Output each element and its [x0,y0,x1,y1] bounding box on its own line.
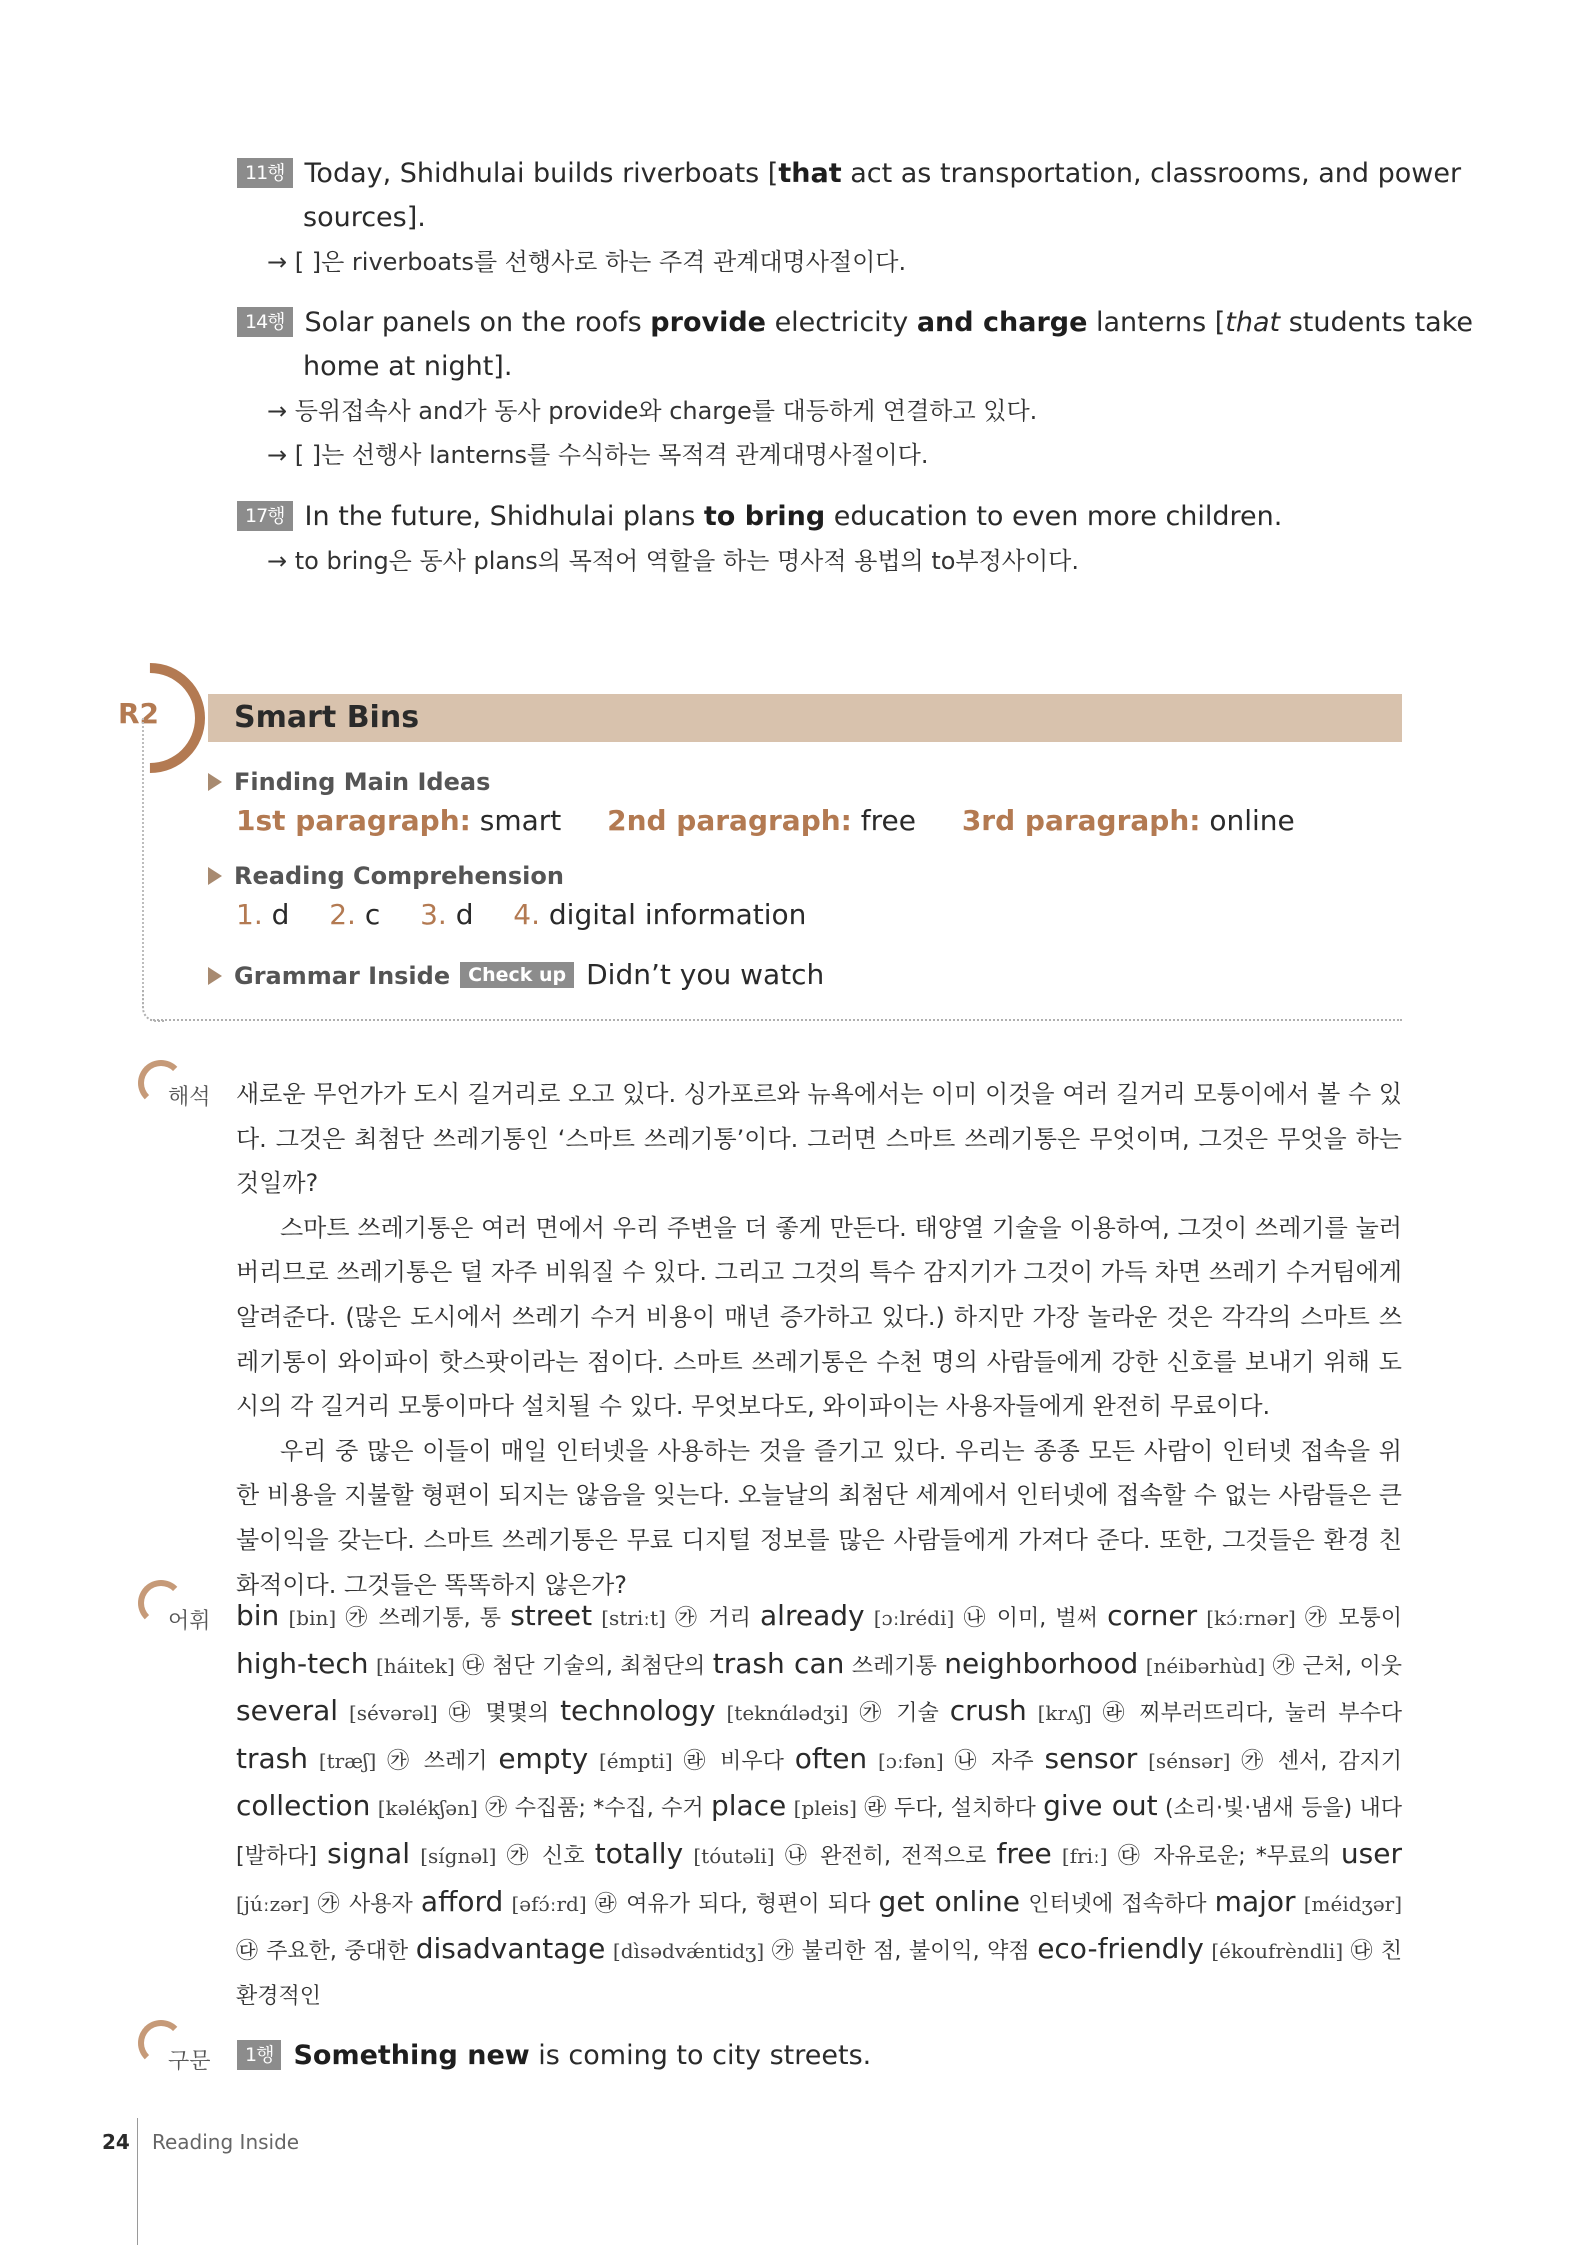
answer-value: c [364,898,381,931]
comprehension-heading: Reading Comprehension [208,862,564,890]
vocab-phonetic: [háitek] [375,1653,455,1678]
section-label: R2 [118,697,160,730]
vocab-phonetic: [tóutəli] [693,1843,775,1868]
structure-bold: Something new [293,2040,530,2071]
structure-text: is coming to city streets. [529,2040,872,2071]
answer-value: digital information [548,898,807,931]
translation-paragraph: 새로운 무언가가 도시 길거리로 오고 있다. 싱가포르와 뉴욕에서는 이미 이것을 여러 길거리 모퉁이에서 볼 수 있다. 그것은 최첨단 쓰레기통인 ‘스마트 쓰레기통’이다. 그러면 스마트 쓰레기통은 무엇이며, 그것은 무엇을 하는 것일까? [236,1080,1402,1198]
vocab-phonetic: [ékoufrèndli] [1211,1939,1344,1964]
vocab-entry [794,1741,1034,1775]
structure-label: 구문 [168,2049,211,2074]
vocab-meaning: ㉰ 첨단 기술의, 최첨단의 [462,1653,706,1679]
vocab-meaning: ㉮ 센서, 감지기 [1241,1748,1402,1774]
vocab-word: place [710,1789,787,1823]
answer-label: 3rd paragraph [961,804,1190,837]
vocab-word: technology [560,1694,716,1728]
vocab-meaning: ㉯ 완전히, 전적으로 [784,1843,987,1869]
vocab-phonetic: [dìsədvǽntidʒ] [612,1939,765,1964]
vocab-word: signal [327,1836,410,1870]
translation-paragraph: 우리 중 많은 이들이 매일 인터넷을 사용하는 것을 즐기고 있다. 우리는 종종 모든 사람이 인터넷 접속을 위한 비용을 지불할 형편이 되지는 않음을 잊는다. 오늘날의 최첨단 세계에서 인터넷에 접속할 수 없는 사람들은 큰 불이익을 갖는다. 스마트 쓰레기통은 무료 디지털 정보를 많은 사람들에게 가져다 준다. 또한, 그것들은 환경 친화적이다. 그것들은 똑똑하지 않은가? [236,1436,1402,1599]
triangle-bullet-icon [208,867,222,885]
footer-divider [137,2118,138,2245]
vocab-phonetic: [émpti] [598,1748,673,1773]
note-bold: that [778,158,842,189]
note-line2: home at night]. [303,351,513,382]
note-line2: sources]. [303,202,426,233]
vocab-word: empty [498,1741,589,1775]
vocab-meaning: ㉮ 모퉁이 [1304,1606,1402,1631]
dotted-bottom-border [150,1019,1402,1021]
vocab-word: high-tech [236,1646,369,1680]
note-arrow: → to bring은 동사 plans의 목적어 역할을 하는 명사적 용법의 to부정사이다. [267,547,1079,575]
vocab-meaning: ㉮ 근처, 이웃 [1272,1653,1402,1679]
vocabulary-list [236,1594,1402,2019]
vocab-word: street [510,1599,593,1632]
vocab-word: disadvantage [415,1932,606,1966]
vocab-phonetic: [méidʒər] [1303,1891,1403,1916]
note-italic: that [1225,307,1281,338]
note-text: Solar panels on the roofs [304,307,651,338]
vocab-word: major [1214,1884,1296,1918]
vocab-word: several [236,1694,339,1728]
vocab-meaning: (소리·빛·냄새 등을) 내다[발하다] [236,1796,1403,1869]
answer-value: online [1209,804,1295,837]
syntax-note-11 [237,152,1462,284]
vocab-meaning: ㉯ 이미, 벌써 [963,1606,1098,1631]
vocab-meaning: ㉰ 자유로운; *무료의 [1117,1843,1331,1869]
comprehension-answers [236,898,806,931]
vocab-word: afford [420,1884,504,1918]
note-text: education to even more children. [825,501,1283,532]
vocab-word: give out [1043,1789,1158,1823]
answer-value: d [271,898,290,931]
main-ideas-answers: 1st paragraph: smart 2nd paragraph: free 3rd paragraph: online [236,804,1295,837]
vocab-phonetic: [friː] [1061,1843,1108,1868]
answer-label: 2nd paragraph [607,804,841,837]
vocab-meaning: ㉮ 신호 [506,1843,585,1869]
note-text: In the future, Shidhulai plans [304,501,704,532]
vocab-word: user [1340,1836,1402,1870]
vocab-entry [594,1836,987,1870]
answer-number: 1. [236,898,263,931]
vocab-phonetic: [néibərhùd] [1145,1653,1266,1678]
vocab-meaning: ㉰ 몇몇의 [448,1701,550,1727]
note-arrow: → [ ]는 선행사 lanterns를 수식하는 목적격 관계대명사절이다. [267,441,929,469]
vocab-word: get online [878,1884,1021,1918]
vocab-meaning: ㉮ 거리 [675,1606,751,1631]
vocab-entry [415,1932,1030,1966]
vocab-phonetic: [bin] [288,1606,337,1630]
vocab-phonetic: [əfɔ́ːrd] [511,1891,587,1916]
vocab-entry [420,1884,871,1918]
vocab-meaning: ㉮ 불리한 점, 불이익, 약점 [771,1939,1030,1965]
line-badge: 17행 [237,501,293,531]
vocab-phonetic: [sénsər] [1148,1748,1231,1773]
note-arrow: → 등위접속사 and가 동사 provide와 charge를 대등하게 연결하고 있다. [267,397,1038,425]
vocab-meaning: ㉮ 쓰레기통, 통 [345,1606,502,1631]
vocab-entry [1044,1741,1402,1775]
vocab-phonetic: [træʃ] [318,1748,377,1773]
vocab-meaning: ㉯ 자주 [954,1748,1034,1774]
vocab-word: free [996,1836,1052,1870]
main-ideas-heading: Finding Main Ideas [208,768,490,796]
vocab-word: trash [236,1741,308,1775]
triangle-bullet-icon [208,967,222,985]
vocab-word: corner [1107,1599,1198,1632]
vocab-entry [236,1599,502,1632]
dotted-corner [142,990,164,1022]
translation-paragraph: 스마트 쓰레기통은 여러 면에서 우리 주변을 더 좋게 만든다. 태양열 기술을 이용하여, 그것이 쓰레기를 눌러버리므로 쓰레기통은 덜 자주 비워질 수 있다. 그리고 그것의 특수 감지기가 그것이 가득 차면 쓰레기 수거팀에게 알려준다. (많은 도시에서 쓰레기 수거 비용이 매년 증가하고 있다.) 하지만 가장 놀라운 것은 각각의 스마트 쓰레기통이 와이파이 핫스팟이라는 점이다. 스마트 쓰레기통은 수천 명의 사람들에게 강한 신호를 보내기 위해 도시의 각 길거리 모퉁이마다 설치될 수 있다. 무엇보다도, 와이파이는 사용자들에게 완전히 무료이다. [236,1213,1402,1421]
note-bold: provide [650,307,766,338]
vocab-entry [944,1646,1402,1680]
answer-number: 2. [329,898,356,931]
vocab-phonetic: [ɔːlrédi] [873,1606,955,1630]
vocab-phonetic: [ɔːfən] [878,1748,944,1773]
structure-sentence [237,2034,871,2078]
vocab-meaning: ㉮ 수집품; *수집, 수거 [485,1796,704,1822]
grammar-heading: Grammar Inside Check up Didn’t you watch [208,958,824,991]
vocab-entry [878,1884,1207,1918]
vocab-word: totally [594,1836,684,1870]
vocab-word: sensor [1044,1741,1138,1775]
vocab-entry [327,1836,585,1870]
dotted-side-border [142,718,146,1008]
vocab-entry [236,1646,706,1680]
answer-value: free [860,804,916,837]
vocab-phonetic: [sígnəl] [420,1843,497,1868]
vocab-phonetic: [teknɑ́lədʒi] [726,1701,849,1726]
vocab-entry [996,1836,1331,1870]
vocab-entry [236,1789,704,1823]
note-text: students take [1280,307,1473,338]
vocab-word: often [794,1741,868,1775]
checkup-badge: Check up [460,962,574,988]
vocab-meaning: ㉮ 사용자 [317,1891,413,1917]
book-title: Reading Inside [152,2130,300,2154]
vocab-word: collection [236,1789,371,1823]
vocab-entry [236,1741,488,1775]
vocab-entry [236,1694,550,1728]
vocab-entry [712,1646,937,1680]
vocab-meaning: 인터넷에 접속하다 [1028,1891,1207,1917]
line-badge: 1행 [237,2040,281,2070]
vocab-entry [949,1694,1403,1728]
vocab-entry [760,1599,1098,1632]
answer-number: 3. [420,898,447,931]
syntax-note-14 [237,301,1473,477]
vocab-entry [498,1741,784,1775]
note-text: act as transportation, classrooms, and power [841,158,1462,189]
note-bold: and charge [916,307,1088,338]
vocab-meaning: ㉮ 기술 [859,1701,939,1727]
vocab-meaning: ㉮ 쓰레기 [387,1748,488,1774]
vocab-phonetic: [striːt] [601,1606,666,1630]
vocab-word: already [760,1599,865,1632]
answer-value: smart [479,804,562,837]
vocab-meaning: ㉱ 비우다 [683,1748,784,1774]
vocab-phonetic: [júːzər] [236,1891,310,1916]
syntax-note-17 [237,495,1402,583]
note-text: electricity [765,307,917,338]
vocab-phonetic: [kəlékʃən] [377,1796,478,1821]
vocabulary-label: 어휘 [168,1609,211,1634]
vocab-phonetic: [kɔ́ːrnər] [1206,1606,1296,1630]
line-badge: 14행 [237,307,293,337]
vocab-entry [510,1599,751,1632]
vocab-meaning: ㉱ 여유가 되다, 형편이 되다 [594,1891,871,1917]
vocab-word: bin [236,1599,280,1632]
vocab-word: trash can [712,1646,845,1680]
section-title: Smart Bins [234,700,420,735]
vocab-entry [710,1789,1036,1823]
note-arrow: → [ ]은 riverboats를 선행사로 하는 주격 관계대명사절이다. [267,248,907,276]
grammar-answer: Didn’t you watch [586,958,825,991]
vocab-phonetic: [sévərəl] [348,1701,438,1726]
triangle-bullet-icon [208,773,222,791]
vocab-phonetic: [krʌʃ] [1037,1701,1092,1726]
vocab-meaning: ㉰ 주요한, 중대한 [236,1939,409,1965]
line-badge: 11행 [237,158,293,188]
vocab-meaning: ㉰ 친환경적인 [236,1939,1403,2009]
vocab-meaning: 쓰레기통 [851,1653,937,1679]
vocab-word: crush [949,1694,1027,1728]
vocab-entry [560,1694,939,1728]
translation-label: 해석 [168,1085,211,1110]
vocab-word: eco-friendly [1037,1932,1204,1966]
vocab-meaning: ㉱ 두다, 설치하다 [864,1796,1036,1822]
vocab-entry [1107,1599,1402,1632]
answer-value: d [455,898,474,931]
translation-text [236,1072,1402,1607]
answer-number: 4. [513,898,540,931]
note-text: lanterns [ [1087,307,1226,338]
vocab-word: neighborhood [944,1646,1139,1680]
note-bold: to bring [703,501,826,532]
note-text: Today, Shidhulai builds riverboats [ [304,158,779,189]
vocab-meaning: ㉱ 찌부러뜨리다, 눌러 부수다 [1102,1701,1403,1727]
answer-label: 1st paragraph [236,804,460,837]
page-number: 24 [102,2130,130,2154]
vocab-phonetic: [pleis] [793,1796,857,1821]
